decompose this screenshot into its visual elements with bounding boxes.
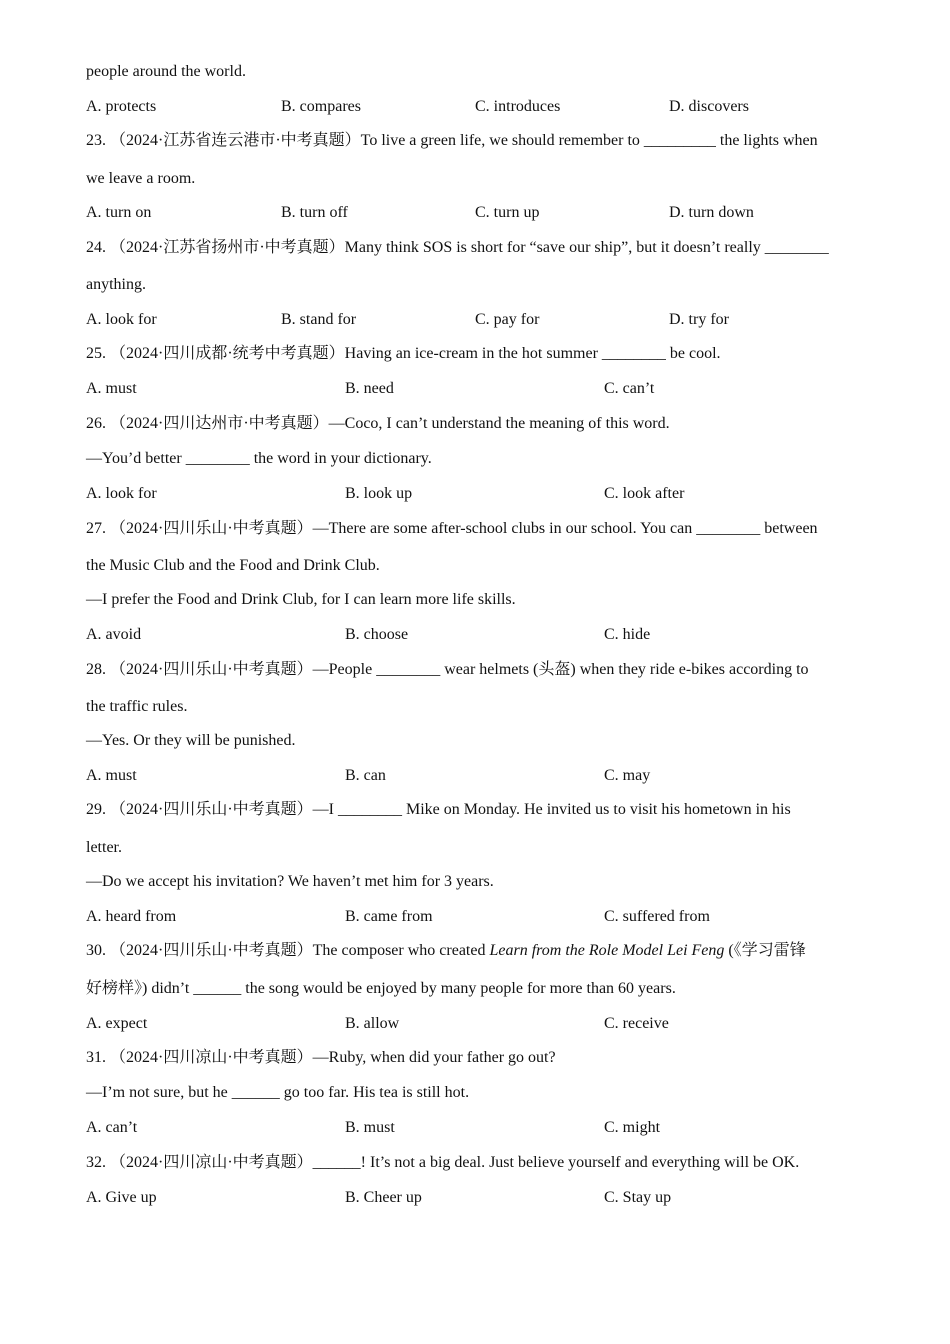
question-23-stem: 23. （2024·江苏省连云港市·中考真题）To live a green life, we should remember to _________ the lights when	[86, 132, 818, 149]
question-31-option-c[interactable]: C. might	[604, 1119, 661, 1136]
question-28-reply: —Yes. Or they will be punished.	[86, 732, 296, 749]
question-30-option-a[interactable]: A. expect	[86, 1015, 148, 1032]
question-27-option-c[interactable]: C. hide	[604, 626, 651, 643]
question-22-option-a[interactable]: A. protects	[86, 98, 157, 115]
question-25-option-b[interactable]: B. need	[345, 380, 394, 397]
question-28-stem-cont: the traffic rules.	[86, 698, 188, 715]
question-24-option-d[interactable]: D. try for	[669, 311, 729, 328]
question-29-option-c[interactable]: C. suffered from	[604, 908, 710, 925]
question-30-option-b[interactable]: B. allow	[345, 1015, 400, 1032]
question-23-option-b[interactable]: B. turn off	[281, 204, 348, 221]
question-23-option-d[interactable]: D. turn down	[669, 204, 754, 221]
question-26-option-a[interactable]: A. look for	[86, 485, 157, 502]
question-30-stem-text: 30. （2024·四川乐山·中考真题）The composer who created	[86, 942, 490, 959]
question-22-option-d[interactable]: D. discovers	[669, 98, 749, 115]
song-title: Learn from the Role Model Lei Feng	[489, 942, 725, 959]
question-24-stem: 24. （2024·江苏省扬州市·中考真题）Many think SOS is short for “save our ship”, but it doesn’t really ________	[86, 239, 829, 256]
question-25-stem: 25. （2024·四川成都·统考中考真题）Having an ice-cream in the hot summer ________ be cool.	[86, 345, 721, 362]
question-31-option-b[interactable]: B. must	[345, 1119, 395, 1136]
question-24-option-b[interactable]: B. stand for	[281, 311, 357, 328]
question-24-option-a[interactable]: A. look for	[86, 311, 157, 328]
question-32-stem: 32. （2024·四川凉山·中考真题）______! It’s not a big deal. Just believe yourself and everything will be OK.	[86, 1154, 800, 1171]
question-30-stem	[86, 941, 806, 961]
question-29-stem-cont: letter.	[86, 839, 122, 856]
question-23-option-a[interactable]: A. turn on	[86, 204, 152, 221]
question-32-option-c[interactable]: C. Stay up	[604, 1189, 672, 1206]
question-31-option-a[interactable]: A. can’t	[86, 1119, 138, 1136]
question-23-option-c[interactable]: C. turn up	[475, 204, 540, 221]
question-30-stem-cont: 好榜样》) didn’t ______ the song would be enjoyed by many people for more than 60 years.	[86, 980, 676, 997]
question-28-option-a[interactable]: A. must	[86, 767, 137, 784]
question-30-stem-text-after: (《学习雷锋	[724, 942, 806, 959]
question-29-option-b[interactable]: B. came from	[345, 908, 433, 925]
question-32-option-a[interactable]: A. Give up	[86, 1189, 157, 1206]
question-30-option-c[interactable]: C. receive	[604, 1015, 669, 1032]
question-25-option-c[interactable]: C. can’t	[604, 380, 655, 397]
question-27-stem: 27. （2024·四川乐山·中考真题）—There are some after-school clubs in our school. You can ________ between	[86, 520, 818, 537]
question-29-option-a[interactable]: A. heard from	[86, 908, 177, 925]
question-27-option-a[interactable]: A. avoid	[86, 626, 142, 643]
question-27-reply: —I prefer the Food and Drink Club, for I can learn more life skills.	[86, 591, 516, 608]
question-31-stem: 31. （2024·四川凉山·中考真题）—Ruby, when did your father go out?	[86, 1049, 556, 1066]
question-31-reply: —I’m not sure, but he ______ go too far. His tea is still hot.	[86, 1084, 470, 1101]
question-24-stem-cont: anything.	[86, 276, 146, 293]
question-26-stem: 26. （2024·四川达州市·中考真题）—Coco, I can’t understand the meaning of this word.	[86, 415, 670, 432]
question-29-reply: —Do we accept his invitation? We haven’t met him for 3 years.	[86, 873, 494, 890]
question-26-option-c[interactable]: C. look after	[604, 485, 685, 502]
question-26-option-b[interactable]: B. look up	[345, 485, 413, 502]
question-28-stem: 28. （2024·四川乐山·中考真题）—People ________ wear helmets (头盔) when they ride e-bikes according to	[86, 661, 809, 678]
question-29-stem: 29. （2024·四川乐山·中考真题）—I ________ Mike on Monday. He invited us to visit his hometown in his	[86, 801, 791, 818]
question-26-stem-cont: —You’d better ________ the word in your dictionary.	[86, 450, 432, 467]
question-27-option-b[interactable]: B. choose	[345, 626, 409, 643]
question-27-stem-cont: the Music Club and the Food and Drink Club.	[86, 557, 380, 574]
question-24-option-c[interactable]: C. pay for	[475, 311, 540, 328]
question-22-text-tail: people around the world.	[86, 63, 246, 80]
question-28-option-b[interactable]: B. can	[345, 767, 386, 784]
question-22-option-c[interactable]: C. introduces	[475, 98, 561, 115]
question-23-stem-cont: we leave a room.	[86, 170, 196, 187]
question-28-option-c[interactable]: C. may	[604, 767, 651, 784]
question-25-option-a[interactable]: A. must	[86, 380, 137, 397]
question-22-option-b[interactable]: B. compares	[281, 98, 361, 115]
question-32-option-b[interactable]: B. Cheer up	[345, 1189, 422, 1206]
